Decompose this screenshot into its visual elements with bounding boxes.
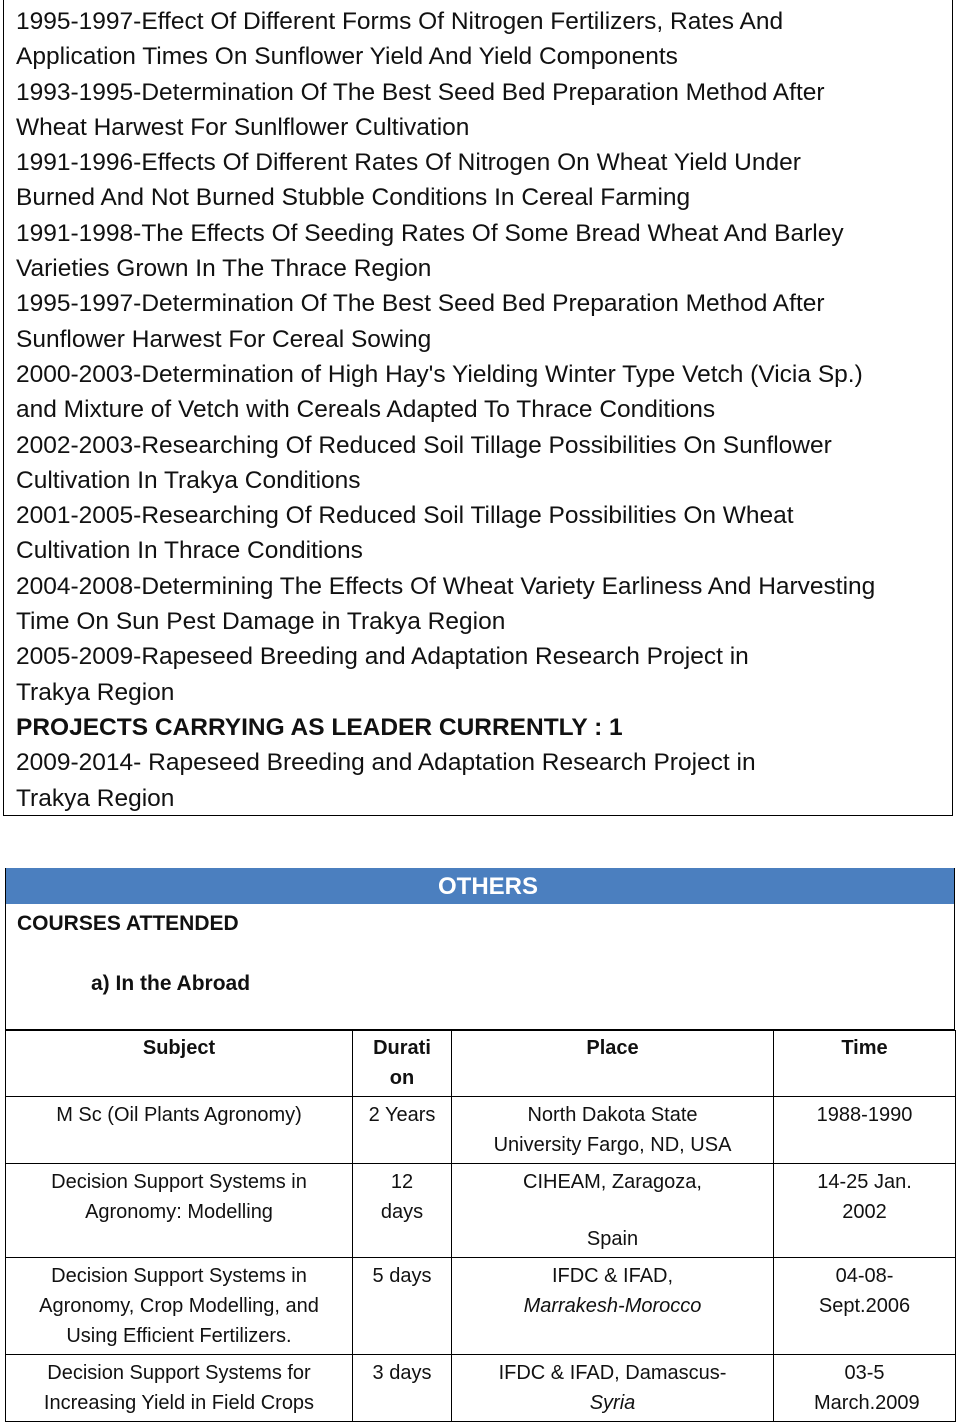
place-text-line2: Spain bbox=[586, 1228, 639, 1250]
cell-subject: M Sc (Oil Plants Agronomy) bbox=[6, 1097, 353, 1164]
project-line: Sunflower Harwest For Cereal Sowing bbox=[16, 325, 432, 353]
table-row bbox=[6, 1164, 956, 1258]
cell-duration: 12 days bbox=[353, 1164, 452, 1258]
cell-subject: Decision Support Systems in Agronomy, Crop Modelling, and Using Efficient Fertilizers. bbox=[6, 1258, 353, 1355]
cell-time: 03-5 March.2009 bbox=[774, 1355, 956, 1422]
cell-subject: Decision Support Systems in Agronomy: Modelling bbox=[6, 1164, 353, 1258]
project-line: 1991-1996-Effects Of Different Rates Of Nitrogen On Wheat Yield Under bbox=[16, 149, 801, 177]
cell-place bbox=[452, 1164, 774, 1258]
table-header-row bbox=[6, 1031, 956, 1097]
project-line: Application Times On Sunflower Yield And Yield Components bbox=[16, 43, 678, 71]
table-row bbox=[6, 1258, 956, 1355]
projects-section bbox=[3, 0, 953, 816]
courses-table bbox=[5, 1030, 956, 1422]
cell-time: 14-25 Jan. 2002 bbox=[774, 1164, 956, 1258]
table-row bbox=[6, 1097, 956, 1164]
project-line: Cultivation In Trakya Conditions bbox=[16, 466, 361, 494]
project-line: 1995-1997-Determination Of The Best Seed Bed Preparation Method After bbox=[16, 290, 825, 318]
cell-duration: 2 Years bbox=[353, 1097, 452, 1164]
place-text: IFDC & IFAD, bbox=[551, 1265, 674, 1287]
cell-time: 1988-1990 bbox=[774, 1097, 956, 1164]
place-text: IFDC & IFAD, Damascus- bbox=[498, 1362, 727, 1384]
cell-place bbox=[452, 1097, 774, 1164]
cell-duration: 5 days bbox=[353, 1258, 452, 1355]
courses-attended-label: COURSES ATTENDED bbox=[17, 912, 239, 935]
project-line: Varieties Grown In The Thrace Region bbox=[16, 255, 432, 283]
project-line: 2005-2009-Rapeseed Breeding and Adaptation Research Project in bbox=[16, 643, 749, 671]
others-header-bar bbox=[6, 868, 954, 904]
cell-place bbox=[452, 1258, 774, 1355]
project-line: Trakya Region bbox=[16, 678, 175, 706]
header-time: Time bbox=[774, 1031, 956, 1097]
project-line: Burned And Not Burned Stubble Conditions In Cereal Farming bbox=[16, 184, 691, 212]
project-line: 2000-2003-Determination of High Hay's Yielding Winter Type Vetch (Vicia Sp.) bbox=[16, 360, 863, 388]
projects-list bbox=[16, 4, 875, 816]
header-place: Place bbox=[452, 1031, 774, 1097]
project-line: Cultivation In Thrace Conditions bbox=[16, 537, 363, 565]
place-text-italic: Syria bbox=[589, 1392, 636, 1414]
current-project-line: 2009-2014- Rapeseed Breeding and Adaptation Research Project in bbox=[16, 749, 756, 777]
project-line: 1995-1997-Effect Of Different Forms Of Nitrogen Fertilizers, Rates And bbox=[16, 8, 784, 35]
table-row bbox=[6, 1355, 956, 1422]
cell-subject: Decision Support Systems for Increasing Yield in Field Crops bbox=[6, 1355, 353, 1422]
project-line: 1993-1995-Determination Of The Best Seed Bed Preparation Method After bbox=[16, 78, 825, 106]
place-text: North Dakota State University Fargo, ND, USA bbox=[493, 1104, 732, 1156]
header-subject: Subject bbox=[6, 1031, 353, 1097]
current-projects-heading: PROJECTS CARRYING AS LEADER CURRENTLY : 1 bbox=[16, 713, 623, 741]
cell-time: 04-08-Sept.2006 bbox=[774, 1258, 956, 1355]
place-text: CIHEAM, Zaragoza, bbox=[523, 1171, 702, 1193]
project-line: Time On Sun Pest Damage in Trakya Region bbox=[16, 608, 506, 636]
project-line: 1991-1998-The Effects Of Seeding Rates Of Some Bread Wheat And Barley bbox=[16, 219, 844, 247]
place-text-italic: Marrakesh-Morocco bbox=[523, 1295, 702, 1317]
cell-place bbox=[452, 1355, 774, 1422]
cell-duration: 3 days bbox=[353, 1355, 452, 1422]
project-line: 2004-2008-Determining The Effects Of Wheat Variety Earliness And Harvesting bbox=[16, 572, 876, 600]
project-line: Wheat Harwest For Sunlflower Cultivation bbox=[16, 113, 470, 141]
project-line: 2001-2005-Researching Of Reduced Soil Tillage Possibilities On Wheat bbox=[16, 502, 794, 530]
abroad-label: a) In the Abroad bbox=[91, 972, 251, 995]
header-duration: Durati on bbox=[353, 1031, 452, 1097]
project-line: 2002-2003-Researching Of Reduced Soil Tillage Possibilities On Sunflower bbox=[16, 431, 832, 459]
others-title: OTHERS bbox=[437, 873, 538, 900]
current-project-line: Trakya Region bbox=[16, 784, 175, 812]
project-line: and Mixture of Vetch with Cereals Adapted To Thrace Conditions bbox=[16, 396, 716, 424]
others-section bbox=[5, 868, 955, 1030]
